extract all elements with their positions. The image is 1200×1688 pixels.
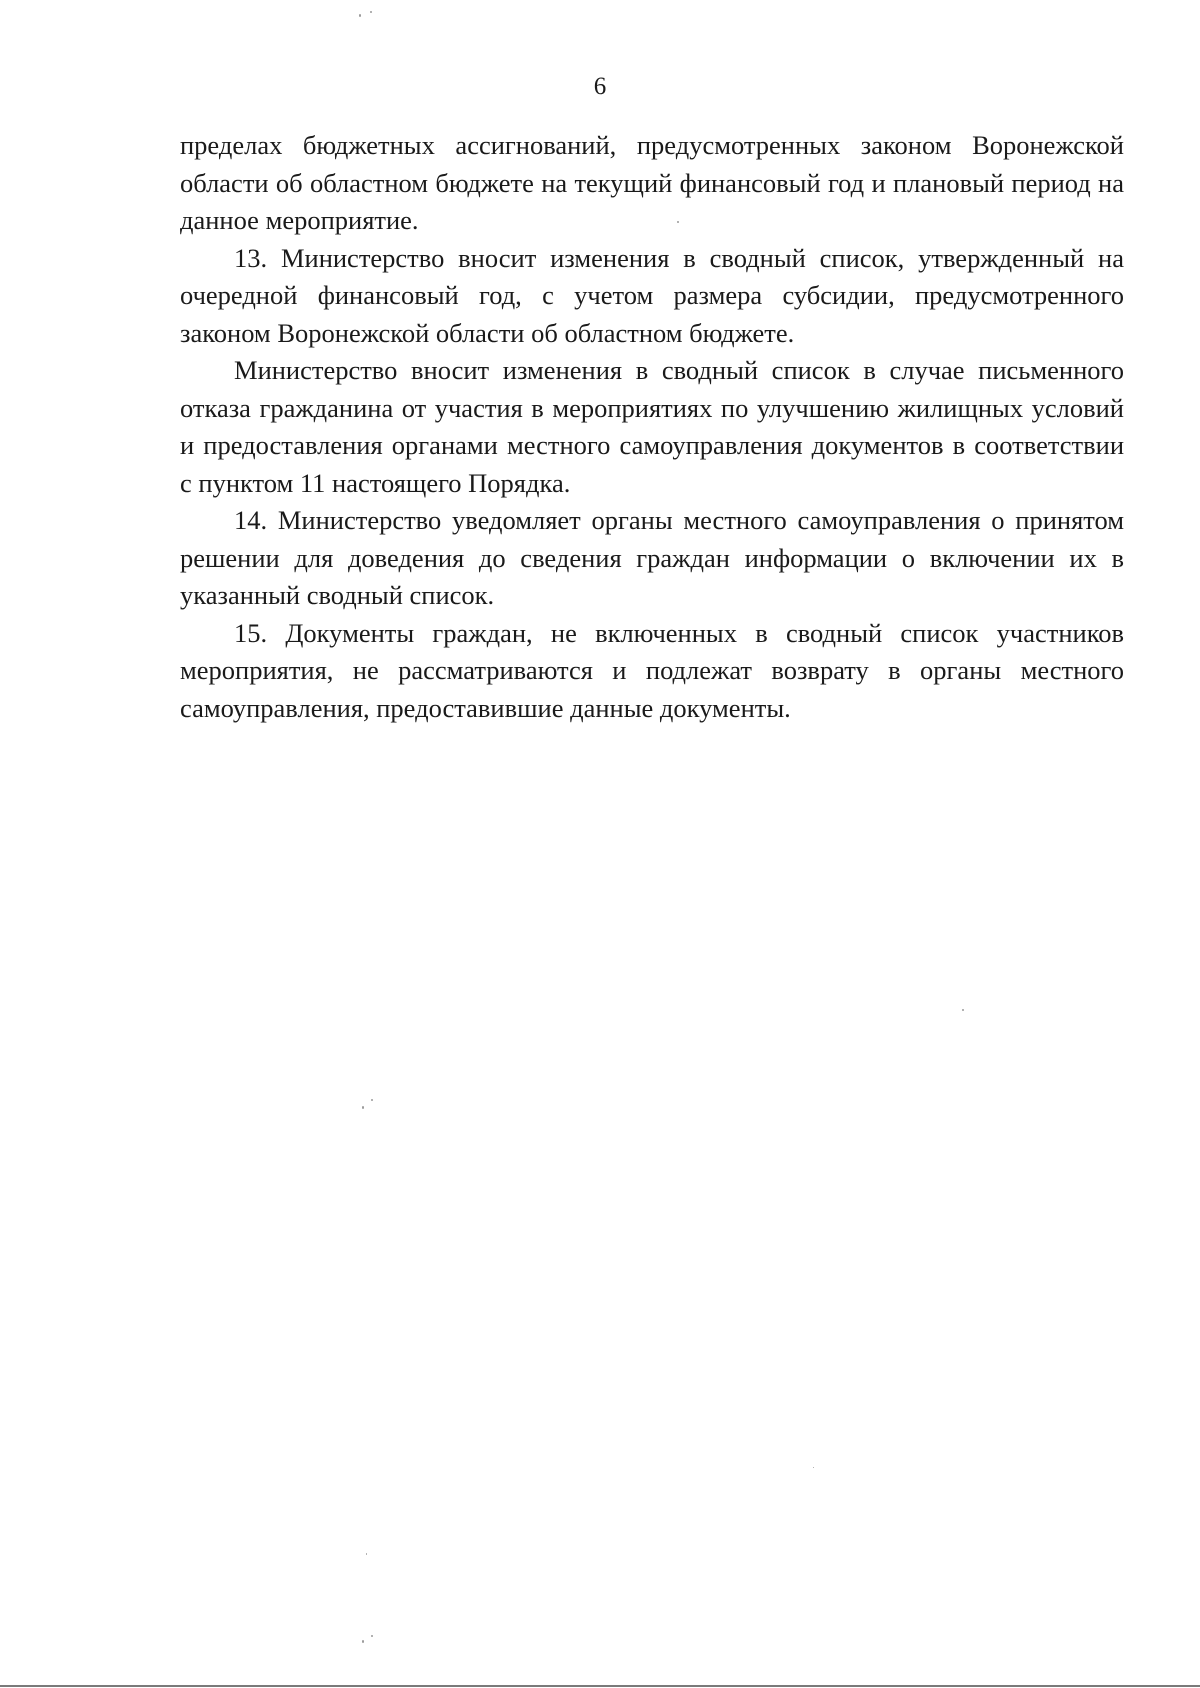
scan-speck: [962, 1009, 964, 1011]
scan-speck: [362, 1640, 364, 1643]
paragraph-item-13: 13. Министерство вносит изменения в сводный список, утвержденный на очередной финансовый год, с учетом размера субсидии, предусмотренного законом Воронежской области об областном бюджете.: [180, 242, 1124, 348]
paragraph-continuation: пределах бюджетных ассигнований, предусмотренных законом Воронежской области об областном бюджете на текущий финансовый год и плановый период на данное мероприятие.: [180, 130, 1124, 235]
scan-speck: [371, 1099, 373, 1101]
scan-speck: [362, 1106, 364, 1109]
scan-speck: [813, 1467, 814, 1468]
scan-speck: [366, 1553, 367, 1555]
scan-edge-line: [0, 1685, 1200, 1687]
scan-speck: [677, 221, 679, 223]
scan-speck: [370, 11, 372, 13]
scan-speck: [371, 1635, 373, 1637]
paragraph-item-13-continued: Министерство вносит изменения в сводный список в случае письменного отказа гражданина от участия в мероприятиях по улучшению жилищных условий и предоставления органами местного самоуправления документов в соответствии с пунктом 11 настоящего Порядка.: [180, 355, 1124, 498]
page-number: 6: [593, 73, 607, 100]
document-body: [180, 127, 1124, 727]
paragraph-item-15: 15. Документы граждан, не включенных в сводный список участников мероприятия, не рассматриваются и подлежат возврату в органы местного самоуправления, предоставившие данные документы.: [180, 617, 1124, 723]
scan-speck: [359, 14, 361, 17]
paragraph-item-14: 14. Министерство уведомляет органы местного самоуправления о принятом решении для доведения до сведения граждан информации о включении их в указанный сводный список.: [180, 505, 1124, 610]
